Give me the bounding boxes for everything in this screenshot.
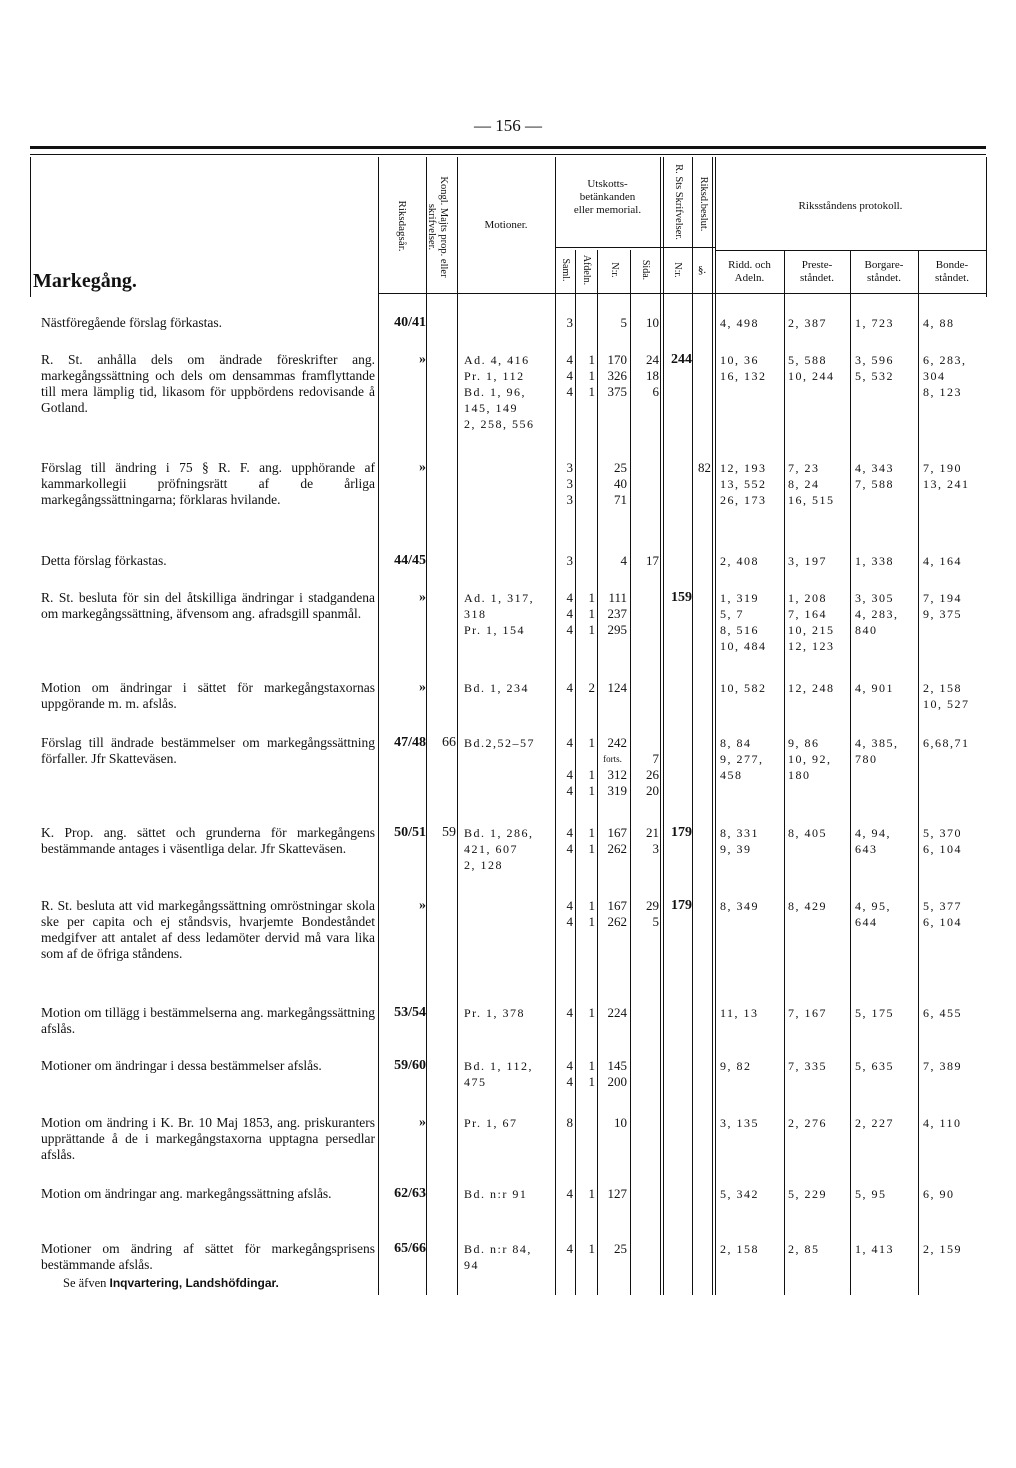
cell-year: » xyxy=(419,898,426,913)
see-also-refs: Inqvartering, Landshöfdingar. xyxy=(109,1276,279,1290)
cell-saml: 4 4 xyxy=(566,898,573,929)
cell-saml: 4 4 4 xyxy=(566,352,573,399)
cell-sida: 29 5 xyxy=(646,898,659,929)
header-motioner: Motioner. xyxy=(484,219,528,231)
cell-borg: 3, 596 5, 532 xyxy=(855,353,894,383)
cell-prop: 66 xyxy=(442,735,456,750)
cell-year: 65/66 xyxy=(394,1241,426,1256)
col-line xyxy=(784,250,785,1295)
header-borgare: Borgare- ståndet. xyxy=(864,259,904,284)
col-line xyxy=(660,157,661,1295)
cell-saml: 4 xyxy=(566,1005,573,1020)
cell-bonde: 5, 377 6, 104 xyxy=(923,899,962,929)
cell-beslut: 82 xyxy=(698,460,711,475)
col-line xyxy=(663,157,664,1295)
cell-motion: Bd. n:r 91 xyxy=(464,1187,528,1201)
cell-nr: 4 xyxy=(620,553,627,568)
cell-saml: 3 xyxy=(566,553,573,568)
cell-borg: 3, 305 4, 283, 840 xyxy=(855,591,899,637)
cell-ridd: 4, 498 xyxy=(720,316,759,330)
cell-nr: 170 326 375 xyxy=(607,352,627,399)
cell-preste: 7, 335 xyxy=(788,1059,827,1073)
col-line xyxy=(378,157,379,1295)
cell-nr: 167 262 xyxy=(607,898,627,929)
cell-bonde: 7, 389 xyxy=(923,1059,962,1073)
cell-bonde: 2, 159 xyxy=(923,1242,962,1256)
cell-bonde: 6, 455 xyxy=(923,1006,962,1020)
cell-afd: 1 1 1 xyxy=(588,735,595,798)
header-saml: Saml. xyxy=(560,258,571,282)
cell-motion: Bd. 1, 286, 421, 607 2, 128 xyxy=(464,826,534,872)
row-description: Motion om ändring i K. Br. 10 Maj 1853, ang. priskuranters upprättande å de i markegångstaxorna upptagna persedlar afslås. xyxy=(41,1115,375,1162)
cell-preste: 9, 86 10, 92, 180 xyxy=(788,736,832,782)
cell-preste: 2, 276 xyxy=(788,1116,827,1130)
cell-preste: 3, 197 xyxy=(788,554,827,568)
cell-saml: 3 xyxy=(566,315,573,330)
cell-bonde: 5, 370 6, 104 xyxy=(923,826,962,856)
cell-rsts: 244 xyxy=(671,352,692,367)
cell-rsts: 159 xyxy=(671,590,692,605)
cell-bonde: 2, 158 10, 527 xyxy=(923,681,970,711)
cell-prop: 59 xyxy=(442,825,456,840)
cell-sida: 17 xyxy=(646,553,659,568)
header-riksd-beslut: Riksd.beslut. xyxy=(698,176,709,232)
cell-saml: 4 xyxy=(566,1241,573,1256)
see-also-prefix: Se äfven xyxy=(63,1276,110,1290)
row-description: Motion om ändringar i sättet för markegångstaxornas uppgörande m. m. afslås. xyxy=(41,680,375,711)
cell-afd: 1 xyxy=(588,1241,595,1256)
cell-nr: 5 xyxy=(620,315,627,330)
see-also-note xyxy=(63,1276,279,1291)
cell-afd: 1 1 xyxy=(588,898,595,929)
cell-motion: Bd. n:r 84, 94 xyxy=(464,1242,532,1272)
cell-saml: 4 4 xyxy=(566,1058,573,1089)
cell-rsts: 179 xyxy=(671,898,692,913)
cell-nr: 111 237 295 xyxy=(607,590,627,637)
row-description: Förslag till ändrade bestämmelser om markegångssättning förfaller. Jfr Skatteväsen. xyxy=(41,735,375,766)
cell-motion: Pr. 1, 378 xyxy=(464,1006,526,1020)
cell-bonde: 6, 90 xyxy=(923,1187,955,1201)
col-line xyxy=(986,157,987,297)
col-line xyxy=(712,157,713,1295)
cell-preste: 8, 429 xyxy=(788,899,827,913)
header-rsts-nr: N:r. xyxy=(672,262,683,278)
cell-preste: 5, 229 xyxy=(788,1187,827,1201)
cell-afd: 1 xyxy=(588,1005,595,1020)
cell-borg: 5, 635 xyxy=(855,1059,894,1073)
col-line xyxy=(457,157,458,1295)
cell-bonde: 6, 283, 304 8, 123 xyxy=(923,353,967,399)
cell-year: 50/51 xyxy=(394,825,426,840)
cell-bonde: 4, 88 xyxy=(923,316,955,330)
cell-sida: 24 18 6 xyxy=(646,352,659,399)
cell-year: 40/41 xyxy=(394,315,426,330)
col-line xyxy=(692,157,693,1295)
cell-afd: 1 1 xyxy=(588,1058,595,1089)
cell-borg: 5, 95 xyxy=(855,1187,887,1201)
row-description: R. St. anhålla dels om ändrade föreskrifter ang. markegångssättning och dels om densammas framflyttande till mera lämplig tid, likasom för uppbördens redovisande å Gotland. xyxy=(41,352,375,415)
row-description: Detta förslag förkastas. xyxy=(41,553,167,568)
page-number: — 156 — xyxy=(474,116,542,135)
cell-motion: Bd.2,52–57 xyxy=(464,736,536,750)
cell-preste: 2, 85 xyxy=(788,1242,820,1256)
cell-motion: Ad. 4, 416 Pr. 1, 112 Bd. 1, 96, 145, 149 2, 258, 556 xyxy=(464,353,535,431)
col-line xyxy=(426,157,427,1295)
row-description: R. St. besluta för sin del åtskilliga ändringar i stadgandena om markegångssättning, äfvensom ang. afradsgill spanmål. xyxy=(41,590,375,621)
header-nr: N:r. xyxy=(609,262,620,278)
row-description: R. St. besluta att vid markegångssättning omröstningar skola ske per capita och ej ståndsvis, hvarjemte Bondeståndet medgifver att antalet af dess ledamöter dervid må vara lika som af de öfriga ståndens. xyxy=(41,898,375,961)
cell-year: » xyxy=(419,1115,426,1130)
cell-motion: Pr. 1, 67 xyxy=(464,1116,518,1130)
header-riksdagsar: Riksdagsår. xyxy=(396,200,408,252)
cell-year: » xyxy=(419,460,426,475)
cell-year: 47/48 xyxy=(394,735,426,750)
cell-ridd: 1, 319 5, 7 8, 516 10, 484 xyxy=(720,591,767,653)
header-preste: Preste- ståndet. xyxy=(800,259,834,284)
cell-sida: 10 xyxy=(646,315,659,330)
cell-saml: 4 xyxy=(566,680,573,695)
cell-borg: 1, 723 xyxy=(855,316,894,330)
header-afdeln: Afdeln. xyxy=(581,254,592,286)
cell-nr: 25 xyxy=(614,1241,627,1256)
cell-nr: 224 xyxy=(607,1005,627,1020)
header-bonde: Bonde- ståndet. xyxy=(935,259,969,284)
cell-ridd: 2, 408 xyxy=(720,554,759,568)
header-paragraph: §. xyxy=(697,264,707,276)
cell-ridd: 10, 36 16, 132 xyxy=(720,353,767,383)
cell-nr: 242 forts. 312 319 xyxy=(603,735,627,798)
cell-ridd: 2, 158 xyxy=(720,1242,759,1256)
cell-saml: 4 4 4 xyxy=(566,590,573,637)
cell-borg: 4, 95, 644 xyxy=(855,899,891,929)
cell-afd: 1 1 1 xyxy=(588,590,595,637)
header-rsts-skrifvelser: R. Sts Skrifvelser. xyxy=(673,164,684,240)
section-title: Markegång. xyxy=(33,270,137,292)
cell-saml: 4 4 xyxy=(566,825,573,856)
cell-ridd: 5, 342 xyxy=(720,1187,759,1201)
cell-ridd: 8, 349 xyxy=(720,899,759,913)
cell-year: 53/54 xyxy=(394,1005,426,1020)
cell-saml: 8 xyxy=(566,1115,573,1130)
cell-bonde: 4, 110 xyxy=(923,1116,962,1130)
cell-bonde: 4, 164 xyxy=(923,554,962,568)
cell-preste: 8, 405 xyxy=(788,826,827,840)
cell-motion: Ad. 1, 317, 318 Pr. 1, 154 xyxy=(464,591,535,637)
cell-ridd: 8, 84 9, 277, 458 xyxy=(720,736,764,782)
row-description: Förslag till ändring i 75 § R. F. ang. upphörande af kammarkollegii pröfningsrätt af de årliga markegångssättningarna; förklaras hvilande. xyxy=(41,460,375,507)
cell-year: » xyxy=(419,680,426,695)
cell-nr: 127 xyxy=(607,1186,627,1201)
cell-ridd: 11, 13 xyxy=(720,1006,759,1020)
cell-sida: 21 3 xyxy=(646,825,659,856)
cell-nr: 10 xyxy=(614,1115,627,1130)
cell-preste: 7, 167 xyxy=(788,1006,827,1020)
cell-preste: 5, 588 10, 244 xyxy=(788,353,835,383)
header-sida: Sida. xyxy=(640,259,651,281)
cell-borg: 4, 385, 780 xyxy=(855,736,899,766)
cell-year: 62/63 xyxy=(394,1186,426,1201)
col-line xyxy=(30,157,31,297)
cell-year: 44/45 xyxy=(394,553,426,568)
cell-borg: 4, 901 xyxy=(855,681,894,695)
cell-ridd: 8, 331 9, 39 xyxy=(720,826,759,856)
cell-year: » xyxy=(419,590,426,605)
col-line xyxy=(850,250,851,1295)
header-ridd: Ridd. och Adeln. xyxy=(728,259,771,284)
cell-borg: 4, 94, 643 xyxy=(855,826,891,856)
cell-preste: 7, 23 8, 24 16, 515 xyxy=(788,461,835,507)
cell-preste: 12, 248 xyxy=(788,681,835,695)
top-rule xyxy=(30,146,986,149)
row-description: Motioner om ändring af sättet för markegångsprisens bestämmande afslås. xyxy=(41,1241,375,1272)
row-description: K. Prop. ang. sättet och grunderna för markegångens bestämmande antages i väsentliga delar. Jfr Skatteväsen. xyxy=(41,825,375,856)
cell-nr: 145 200 xyxy=(607,1058,627,1089)
cell-borg: 2, 227 xyxy=(855,1116,894,1130)
cell-motion: Bd. 1, 112, 475 xyxy=(464,1059,534,1089)
header-utskotts: Utskotts- betänkanden eller memorial. xyxy=(573,178,642,216)
cell-year: » xyxy=(419,352,426,367)
cell-afd: 1 xyxy=(588,1186,595,1201)
col-line xyxy=(918,250,919,1295)
cell-saml: 4 xyxy=(566,1186,573,1201)
header-protokoll: Riksståndens protokoll. xyxy=(798,200,903,212)
cell-borg: 4, 343 7, 588 xyxy=(855,461,894,491)
cell-sida: 7 26 20 xyxy=(646,751,659,798)
cell-preste: 1, 208 7, 164 10, 215 12, 123 xyxy=(788,591,835,653)
cell-borg: 5, 175 xyxy=(855,1006,894,1020)
cell-motion: Bd. 1, 234 xyxy=(464,681,530,695)
cell-nr: 124 xyxy=(607,680,627,695)
cell-bonde: 7, 194 9, 375 xyxy=(923,591,962,621)
cell-borg: 1, 338 xyxy=(855,554,894,568)
cell-bonde: 7, 190 13, 241 xyxy=(923,461,970,491)
cell-ridd: 3, 135 xyxy=(720,1116,759,1130)
cell-ridd: 9, 82 xyxy=(720,1059,752,1073)
top-rule-thin xyxy=(30,154,986,155)
cell-saml: 4 4 4 xyxy=(566,735,573,798)
cell-ridd: 10, 582 xyxy=(720,681,767,695)
cell-rsts: 179 xyxy=(671,825,692,840)
cell-afd: 1 1 xyxy=(588,825,595,856)
subheader-rule-1 xyxy=(555,247,715,248)
cell-borg: 1, 413 xyxy=(855,1242,894,1256)
row-description: Motioner om ändringar i dessa bestämmelser afslås. xyxy=(41,1058,322,1073)
row-description: Motion om tillägg i bestämmelserna ang. markegångssättning afslås. xyxy=(41,1005,375,1036)
row-description: Nästföregående förslag förkastas. xyxy=(41,315,223,330)
cell-saml: 3 3 3 xyxy=(566,460,573,507)
row-description: Motion om ändringar ang. markegångssättning afslås. xyxy=(41,1186,332,1201)
cell-afd: 2 xyxy=(588,680,595,695)
cell-preste: 2, 387 xyxy=(788,316,827,330)
cell-bonde: 6,68,71 xyxy=(923,736,970,750)
header-kongl-prop: Kongl. Majts prop. eller skrifvelser. xyxy=(426,176,449,278)
header-rule xyxy=(378,293,986,294)
cell-afd: 1 1 1 xyxy=(588,352,595,399)
cell-nr: 167 262 xyxy=(607,825,627,856)
cell-year: 59/60 xyxy=(394,1058,426,1073)
col-line xyxy=(715,157,716,1295)
cell-ridd: 12, 193 13, 552 26, 173 xyxy=(720,461,767,507)
cell-nr: 25 40 71 xyxy=(614,460,627,507)
